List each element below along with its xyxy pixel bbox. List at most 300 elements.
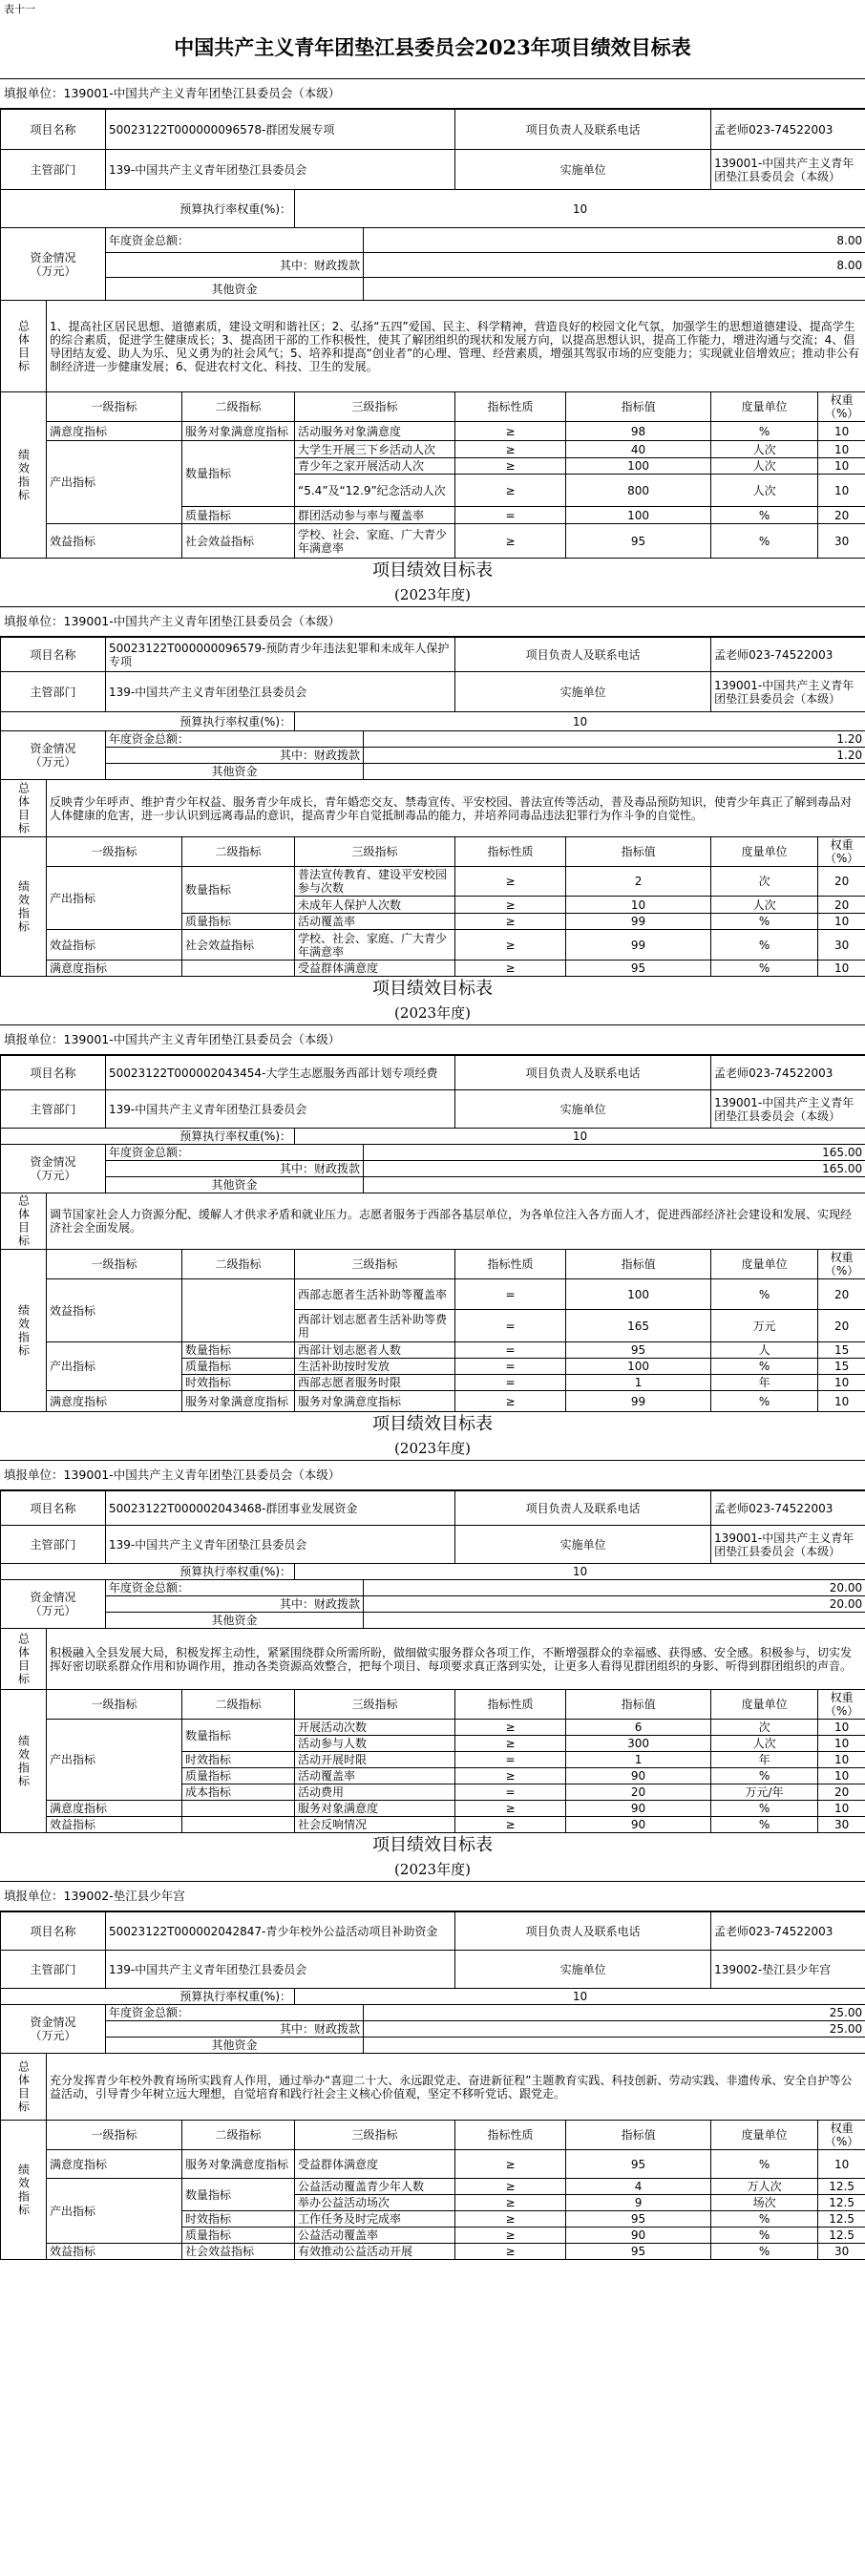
- indicator-level1: 产出指标: [47, 441, 182, 524]
- col-header-weight: 权重（%）: [818, 1690, 865, 1720]
- indicator-unit: %: [711, 930, 818, 961]
- indicator-unit: %: [711, 1359, 818, 1375]
- indicator-level3: 公益活动覆盖青少年人数: [295, 2179, 455, 2195]
- indicator-level3: 开展活动次数: [295, 1720, 455, 1736]
- indicator-level2: 数量指标: [182, 1342, 295, 1359]
- section-title: 项目绩效目标表: [372, 1414, 493, 1434]
- indicator-level1: 满意度指标: [47, 1391, 182, 1412]
- indicator-row: [1, 1391, 865, 1412]
- indicator-unit: 人次: [711, 1736, 818, 1752]
- indicator-unit: %: [711, 2150, 818, 2179]
- fiscal-funds-value: 1.20: [364, 748, 865, 764]
- indicator-unit: %: [711, 2211, 818, 2228]
- weight-label: 预算执行率权重(%)：: [1, 1564, 295, 1580]
- indicator-level3: 未成年人保护人次数: [295, 897, 455, 914]
- reporting-unit-value: 139002-垫江县少年宫: [63, 1889, 185, 1903]
- indicator-nature: ≥: [455, 524, 566, 559]
- indicator-level1: 满意度指标: [47, 2150, 182, 2179]
- indicator-row: [1, 930, 865, 961]
- indicator-level2: 数量指标: [182, 867, 295, 914]
- indicator-level2: 数量指标: [182, 2179, 295, 2211]
- fiscal-funds-value: 20.00: [364, 1596, 865, 1613]
- indicator-row: [1, 1342, 865, 1359]
- fiscal-funds-value: 25.00: [364, 2021, 865, 2038]
- indicator-unit: %: [711, 422, 818, 441]
- indicator-row: [1, 961, 865, 977]
- other-funds-label: 其他资金: [106, 278, 364, 301]
- col-header-l2: 二级指标: [182, 837, 295, 867]
- indicator-level2: 时效指标: [182, 1752, 295, 1768]
- indicator-level3: 公益活动覆盖率: [295, 2228, 455, 2244]
- total-funds-value: 25.00: [364, 2005, 865, 2021]
- project-name-label: 项目名称: [1, 1912, 106, 1951]
- indicator-level1: 满意度指标: [47, 961, 182, 977]
- reporting-unit-label: 填报单位：: [4, 1889, 64, 1903]
- reporting-unit: [0, 1881, 865, 1911]
- indicator-weight: 30: [818, 524, 865, 559]
- col-header-l1: 一级指标: [47, 392, 182, 422]
- indicator-weight: 30: [818, 930, 865, 961]
- indicator-row: [1, 441, 865, 458]
- indicator-nature: ≥: [455, 1801, 566, 1817]
- impl-unit-label: 实施单位: [455, 1526, 711, 1564]
- indicator-level3: 活动覆盖率: [295, 1768, 455, 1784]
- col-header-l2: 二级指标: [182, 1690, 295, 1720]
- project-name-label: 项目名称: [1, 638, 106, 672]
- other-funds-value: [364, 278, 865, 301]
- reporting-unit: [0, 1024, 865, 1055]
- indicator-level1: 效益指标: [47, 2244, 182, 2260]
- total-funds-value: 165.00: [364, 1145, 865, 1161]
- project-manager-label: 项目负责人及联系电话: [455, 1491, 711, 1526]
- section-year: (2023年度): [394, 1440, 471, 1457]
- indicator-nature: =: [455, 507, 566, 524]
- indicator-value: 99: [566, 1391, 711, 1412]
- col-header-weight: 权重（%）: [818, 392, 865, 422]
- indicator-value: 100: [566, 1359, 711, 1375]
- indicator-level2: 成本指标: [182, 1784, 295, 1801]
- col-header-weight: 权重（%）: [818, 1250, 865, 1279]
- other-funds-label: 其他资金: [106, 1613, 364, 1629]
- reporting-unit: [0, 78, 865, 109]
- weight-label: 预算执行率权重(%)：: [1, 712, 295, 731]
- indicator-row: [1, 1720, 865, 1736]
- overall-goal-label: 总体目标: [1, 1193, 47, 1250]
- performance-indicators-label: 绩效指标: [1, 1690, 47, 1833]
- indicator-level2: 服务对象满意度指标: [182, 1391, 295, 1412]
- indicator-weight: 30: [818, 1817, 865, 1833]
- other-funds-value: [364, 764, 865, 780]
- indicator-level3: 普法宣传教育、建设平安校园参与次数: [295, 867, 455, 897]
- indicator-level3: 服务对象满意度: [295, 1801, 455, 1817]
- indicator-value: 90: [566, 1801, 711, 1817]
- indicator-row: [1, 1279, 865, 1310]
- dept-label: 主管部门: [1, 150, 106, 190]
- col-header-l3: 三级指标: [295, 1250, 455, 1279]
- impl-unit-value: 139002-垫江县少年宫: [711, 1951, 865, 1989]
- indicator-nature: ≥: [455, 897, 566, 914]
- indicator-value: 1: [566, 1752, 711, 1768]
- indicator-level3: “5.4”及“12.9”纪念活动人次: [295, 475, 455, 507]
- project-name-label: 项目名称: [1, 1056, 106, 1090]
- indicator-level1: 效益指标: [47, 1817, 182, 1833]
- total-funds-label: 年度资金总额：: [106, 2005, 364, 2021]
- indicator-weight: 20: [818, 507, 865, 524]
- indicator-weight: 10: [818, 1752, 865, 1768]
- col-header-l1: 一级指标: [47, 837, 182, 867]
- indicator-level3: 工作任务及时完成率: [295, 2211, 455, 2228]
- indicator-weight: 10: [818, 422, 865, 441]
- funds-label: 资金情况 （万元）: [1, 2005, 106, 2054]
- reporting-unit-value: 139001-中国共产主义青年团垫江县委员会（本级）: [63, 86, 341, 100]
- fiscal-funds-value: 8.00: [364, 253, 865, 278]
- performance-table: [0, 1490, 865, 1833]
- indicator-level2: 质量指标: [182, 1768, 295, 1784]
- indicator-unit: %: [711, 1817, 818, 1833]
- col-header-unit: 度量单位: [711, 2121, 818, 2150]
- dept-value: 139-中国共产主义青年团垫江县委员会: [106, 1951, 455, 1989]
- indicator-unit: %: [711, 914, 818, 930]
- overall-goal-text: 积极融入全县发展大局，积极发挥主动性，紧紧围绕群众所需所盼，做细做实服务群众各项工作，不断增强群众的幸福感、获得感、安全感。积极参与，切实发挥好密切联系群众作用和协调作用，推动各类资源高效整合，把每个项目、每项要求真正落到实处，让更多人看得见群团组织的身影、听得到群团组织的声音。: [47, 1629, 865, 1690]
- section-title: 项目绩效目标表: [372, 560, 493, 581]
- indicator-nature: ≥: [455, 867, 566, 897]
- indicator-level3: 大学生开展三下乡活动人次: [295, 441, 455, 458]
- indicator-value: 95: [566, 2244, 711, 2260]
- indicator-unit: %: [711, 1768, 818, 1784]
- indicator-level2: 质量指标: [182, 914, 295, 930]
- indicator-unit: 人: [711, 1342, 818, 1359]
- indicator-level2: [182, 961, 295, 977]
- indicator-value: 95: [566, 961, 711, 977]
- col-header-nature: 指标性质: [455, 837, 566, 867]
- indicator-nature: ≥: [455, 1736, 566, 1752]
- indicator-level3: 学校、社会、家庭、广大青少年满意率: [295, 930, 455, 961]
- indicator-unit: %: [711, 961, 818, 977]
- indicator-value: 800: [566, 475, 711, 507]
- project-manager-label: 项目负责人及联系电话: [455, 1056, 711, 1090]
- project-manager-label: 项目负责人及联系电话: [455, 1912, 711, 1951]
- col-header-l1: 一级指标: [47, 1250, 182, 1279]
- indicator-level3: 社会反响情况: [295, 1817, 455, 1833]
- indicator-nature: ≥: [455, 1391, 566, 1412]
- indicator-value: 95: [566, 524, 711, 559]
- indicator-nature: =: [455, 1375, 566, 1391]
- indicator-level1: 产出指标: [47, 1342, 182, 1391]
- indicator-nature: =: [455, 1752, 566, 1768]
- col-header-value: 指标值: [566, 2121, 711, 2150]
- indicator-unit: 次: [711, 867, 818, 897]
- indicator-level3: 西部计划志愿者人数: [295, 1342, 455, 1359]
- project-manager-label: 项目负责人及联系电话: [455, 110, 711, 150]
- impl-unit-label: 实施单位: [455, 150, 711, 190]
- col-header-value: 指标值: [566, 1690, 711, 1720]
- fiscal-funds-label: 其中：财政拨款: [106, 2021, 364, 2038]
- impl-unit-value: 139001-中国共产主义青年团垫江县委员会（本级）: [711, 1526, 865, 1564]
- indicator-value: 99: [566, 930, 711, 961]
- indicator-value: 90: [566, 1768, 711, 1784]
- indicator-unit: %: [711, 524, 818, 559]
- indicator-level2: 社会效益指标: [182, 2244, 295, 2260]
- col-header-unit: 度量单位: [711, 837, 818, 867]
- indicator-nature: ≥: [455, 475, 566, 507]
- col-header-value: 指标值: [566, 392, 711, 422]
- indicator-nature: ≥: [455, 930, 566, 961]
- indicator-row: [1, 2150, 865, 2179]
- fiscal-funds-label: 其中：财政拨款: [106, 748, 364, 764]
- reporting-unit: [0, 606, 865, 637]
- indicator-nature: =: [455, 1310, 566, 1342]
- indicator-unit: %: [711, 1801, 818, 1817]
- col-header-weight: 权重（%）: [818, 2121, 865, 2150]
- performance-indicators-label: 绩效指标: [1, 1250, 47, 1412]
- col-header-nature: 指标性质: [455, 1250, 566, 1279]
- impl-unit-label: 实施单位: [455, 1951, 711, 1989]
- indicator-weight: 20: [818, 1279, 865, 1310]
- indicator-value: 4: [566, 2179, 711, 2195]
- impl-unit-value: 139001-中国共产主义青年团垫江县委员会（本级）: [711, 150, 865, 190]
- total-funds-value: 1.20: [364, 731, 865, 748]
- indicator-unit: 场次: [711, 2195, 818, 2211]
- indicator-level2: 质量指标: [182, 507, 295, 524]
- performance-table: [0, 109, 865, 559]
- fiscal-funds-value: 165.00: [364, 1161, 865, 1177]
- indicator-level3: 生活补助按时发放: [295, 1359, 455, 1375]
- indicator-nature: =: [455, 1359, 566, 1375]
- indicator-row: [1, 1801, 865, 1817]
- indicator-row: [1, 1817, 865, 1833]
- performance-indicators-label: 绩效指标: [1, 837, 47, 977]
- indicator-value: 2: [566, 867, 711, 897]
- indicator-value: 100: [566, 1279, 711, 1310]
- indicator-level1: 效益指标: [47, 524, 182, 559]
- indicator-level2: 社会效益指标: [182, 524, 295, 559]
- document-title: 中国共产主义青年团垫江县委员会2023年项目绩效目标表: [174, 35, 691, 59]
- col-header-l1: 一级指标: [47, 2121, 182, 2150]
- performance-table: [0, 1055, 865, 1412]
- indicator-level3: 受益群体满意度: [295, 961, 455, 977]
- project-sections: [0, 78, 865, 2260]
- impl-unit-label: 实施单位: [455, 1090, 711, 1129]
- reporting-unit-value: 139001-中国共产主义青年团垫江县委员会（本级）: [63, 614, 341, 628]
- other-funds-label: 其他资金: [106, 1177, 364, 1193]
- overall-goal-label: 总体目标: [1, 1629, 47, 1690]
- indicator-unit: 次: [711, 1720, 818, 1736]
- overall-goal-label: 总体目标: [1, 301, 47, 392]
- project-name-value: 50023122T000002042847-青少年校外公益活动项目补助资金: [106, 1912, 455, 1951]
- funds-label: 资金情况 （万元）: [1, 228, 106, 301]
- indicator-nature: ≥: [455, 441, 566, 458]
- dept-value: 139-中国共产主义青年团垫江县委员会: [106, 1526, 455, 1564]
- table-number-label: 表十一: [4, 3, 35, 15]
- indicator-unit: 人次: [711, 458, 818, 475]
- indicator-nature: ≥: [455, 2244, 566, 2260]
- total-funds-value: 8.00: [364, 228, 865, 253]
- col-header-nature: 指标性质: [455, 392, 566, 422]
- total-funds-label: 年度资金总额：: [106, 1145, 364, 1161]
- indicator-unit: 万元: [711, 1310, 818, 1342]
- indicator-level2: 质量指标: [182, 2228, 295, 2244]
- indicator-level2: 数量指标: [182, 1720, 295, 1752]
- dept-label: 主管部门: [1, 1090, 106, 1129]
- other-funds-value: [364, 1177, 865, 1193]
- other-funds-value: [364, 1613, 865, 1629]
- indicator-level1: 效益指标: [47, 930, 182, 961]
- project-manager-label: 项目负责人及联系电话: [455, 638, 711, 672]
- indicator-level3: 青少年之家开展活动人次: [295, 458, 455, 475]
- weight-label: 预算执行率权重(%)：: [1, 1129, 295, 1145]
- col-header-l3: 三级指标: [295, 837, 455, 867]
- fiscal-funds-label: 其中：财政拨款: [106, 1161, 364, 1177]
- indicator-level2: [182, 1817, 295, 1833]
- indicator-weight: 10: [818, 961, 865, 977]
- indicator-value: 300: [566, 1736, 711, 1752]
- col-header-nature: 指标性质: [455, 2121, 566, 2150]
- indicator-weight: 20: [818, 867, 865, 897]
- indicator-row: [1, 867, 865, 897]
- project-name-value: 50023122T000002043454-大学生志愿服务西部计划专项经费: [106, 1056, 455, 1090]
- indicator-value: 99: [566, 914, 711, 930]
- indicator-level1: 满意度指标: [47, 422, 182, 441]
- project-section: [0, 78, 865, 559]
- indicator-weight: 10: [818, 458, 865, 475]
- indicator-unit: %: [711, 1279, 818, 1310]
- performance-table: [0, 637, 865, 977]
- reporting-unit-label: 填报单位：: [4, 614, 64, 628]
- indicator-weight: 10: [818, 1736, 865, 1752]
- indicator-level3: 举办公益活动场次: [295, 2195, 455, 2211]
- reporting-unit-label: 填报单位：: [4, 1032, 64, 1046]
- overall-goal-text: 调节国家社会人力资源分配、缓解人才供求矛盾和就业压力。志愿者服务于西部各基层单位，为各单位注入各方面人才，促进西部经济社会建设和发展、实现经济社会全面发展。: [47, 1193, 865, 1250]
- indicator-nature: ≥: [455, 1817, 566, 1833]
- indicator-level2: 社会效益指标: [182, 930, 295, 961]
- indicator-level3: 西部志愿者生活补助等覆盖率: [295, 1279, 455, 1310]
- indicator-nature: =: [455, 1279, 566, 1310]
- indicator-value: 10: [566, 897, 711, 914]
- indicator-level2: 时效指标: [182, 1375, 295, 1391]
- overall-goal-text: 1、提高社区居民思想、道德素质，建设文明和谐社区；2、弘扬“五四”爱国、民主、科学精神，营造良好的校园文化气氛，加强学生的思想道德建设、提高学生的综合素质，促进学生健康成长；3、提高团干部的工作积极性，使其了解团组织的现状和发展方向，以提高思想认识，提高工作能力，增进沟通与交流；4、倡导团结友爱、助人为乐、见义勇为的社会风气；5、培养和提高“创业者”的心理、管理、经营素质，增强其驾驭市场的应变能力；实现就业倍增效应；推动非公有制经济进一步健康发展；6、促进农村文化、科技、卫生的发展。: [47, 301, 865, 392]
- col-header-l3: 三级指标: [295, 392, 455, 422]
- total-funds-label: 年度资金总额：: [106, 228, 364, 253]
- indicator-level1: 满意度指标: [47, 1801, 182, 1817]
- col-header-unit: 度量单位: [711, 392, 818, 422]
- overall-goal-label: 总体目标: [1, 780, 47, 837]
- section-title: 项目绩效目标表: [372, 979, 493, 999]
- col-header-unit: 度量单位: [711, 1250, 818, 1279]
- indicator-row: [1, 2244, 865, 2260]
- indicator-unit: 万人次: [711, 2179, 818, 2195]
- col-header-l2: 二级指标: [182, 1250, 295, 1279]
- indicator-weight: 12.5: [818, 2228, 865, 2244]
- indicator-weight: 20: [818, 1784, 865, 1801]
- indicator-level2: 服务对象满意度指标: [182, 422, 295, 441]
- project-name-value: 50023122T000002043468-群团事业发展资金: [106, 1491, 455, 1526]
- indicator-level1: 产出指标: [47, 867, 182, 930]
- overall-goal-label: 总体目标: [1, 2054, 47, 2121]
- col-header-l1: 一级指标: [47, 1690, 182, 1720]
- indicator-unit: %: [711, 1391, 818, 1412]
- section-title: 项目绩效目标表: [372, 1835, 493, 1855]
- dept-label: 主管部门: [1, 1951, 106, 1989]
- indicator-nature: =: [455, 1784, 566, 1801]
- total-funds-label: 年度资金总额：: [106, 731, 364, 748]
- project-manager-value: 孟老师023-74522003: [711, 1056, 865, 1090]
- indicator-level3: 服务对象满意度指标: [295, 1391, 455, 1412]
- indicator-nature: ≥: [455, 2179, 566, 2195]
- project-manager-value: 孟老师023-74522003: [711, 638, 865, 672]
- col-header-l2: 二级指标: [182, 2121, 295, 2150]
- other-funds-label: 其他资金: [106, 2038, 364, 2054]
- indicator-weight: 20: [818, 897, 865, 914]
- indicator-value: 95: [566, 2211, 711, 2228]
- indicator-value: 95: [566, 1342, 711, 1359]
- indicator-weight: 10: [818, 441, 865, 458]
- indicator-level3: 活动参与人数: [295, 1736, 455, 1752]
- indicator-unit: 万元/年: [711, 1784, 818, 1801]
- indicator-value: 100: [566, 507, 711, 524]
- overall-goal-text: 充分发挥青少年校外教育场所实践育人作用，通过举办“喜迎二十大、永远跟党走、奋进新征程”主题教育实践、科技创新、劳动实践、非遗传承、安全自护等公益活动，引导青少年树立远大理想，自觉培育和践行社会主义核心价值观，坚定不移听党话、跟党走。: [47, 2054, 865, 2121]
- weight-value: 10: [295, 712, 865, 731]
- indicator-level2: 数量指标: [182, 441, 295, 507]
- reporting-unit-value: 139001-中国共产主义青年团垫江县委员会（本级）: [63, 1467, 341, 1482]
- indicator-value: 20: [566, 1784, 711, 1801]
- indicator-nature: ≥: [455, 458, 566, 475]
- indicator-nature: ≥: [455, 1720, 566, 1736]
- project-manager-value: 孟老师023-74522003: [711, 1912, 865, 1951]
- indicator-weight: 10: [818, 914, 865, 930]
- weight-value: 10: [295, 1564, 865, 1580]
- performance-indicators-label: 绩效指标: [1, 2121, 47, 2260]
- indicator-level3: 活动费用: [295, 1784, 455, 1801]
- indicator-nature: ≥: [455, 914, 566, 930]
- indicator-level3: 受益群体满意度: [295, 2150, 455, 2179]
- indicator-level1: 效益指标: [47, 1279, 182, 1342]
- impl-unit-value: 139001-中国共产主义青年团垫江县委员会（本级）: [711, 1090, 865, 1129]
- total-funds-value: 20.00: [364, 1580, 865, 1596]
- indicator-level3: 有效推动公益活动开展: [295, 2244, 455, 2260]
- indicator-level1: 产出指标: [47, 2179, 182, 2244]
- col-header-weight: 权重（%）: [818, 837, 865, 867]
- impl-unit-value: 139001-中国共产主义青年团垫江县委员会（本级）: [711, 672, 865, 712]
- indicator-weight: 10: [818, 2150, 865, 2179]
- indicator-weight: 30: [818, 2244, 865, 2260]
- indicator-row: [1, 422, 865, 441]
- reporting-unit-value: 139001-中国共产主义青年团垫江县委员会（本级）: [63, 1032, 341, 1046]
- indicator-weight: 10: [818, 475, 865, 507]
- indicator-value: 95: [566, 2150, 711, 2179]
- indicator-value: 6: [566, 1720, 711, 1736]
- indicator-level3: 活动开展时限: [295, 1752, 455, 1768]
- indicator-nature: ≥: [455, 2195, 566, 2211]
- indicator-nature: ≥: [455, 422, 566, 441]
- indicator-level1: 产出指标: [47, 1720, 182, 1801]
- project-section: [0, 559, 865, 977]
- indicator-unit: 年: [711, 1752, 818, 1768]
- indicator-level3: 活动覆盖率: [295, 914, 455, 930]
- col-header-l2: 二级指标: [182, 392, 295, 422]
- indicator-level2: [182, 1801, 295, 1817]
- other-funds-value: [364, 2038, 865, 2054]
- reporting-unit-label: 填报单位：: [4, 1467, 64, 1482]
- indicator-level3: 西部志愿者服务时限: [295, 1375, 455, 1391]
- indicator-row: [1, 2179, 865, 2195]
- indicator-nature: ≥: [455, 2150, 566, 2179]
- indicator-unit: %: [711, 2228, 818, 2244]
- weight-value: 10: [295, 1129, 865, 1145]
- overall-goal-text: 反映青少年呼声、维护青少年权益、服务青少年成长，青年婚恋交友、禁毒宣传、平安校园、普法宣传等活动，普及毒品预防知识，使青少年真正了解到毒品对人体健康的危害，进一步认识到远离毒品的意识，提高青少年自觉抵制毒品的能力，并培养同毒品违法犯罪行为作斗争的自觉性。: [47, 780, 865, 837]
- indicator-value: 90: [566, 1817, 711, 1833]
- dept-value: 139-中国共产主义青年团垫江县委员会: [106, 672, 455, 712]
- indicator-value: 98: [566, 422, 711, 441]
